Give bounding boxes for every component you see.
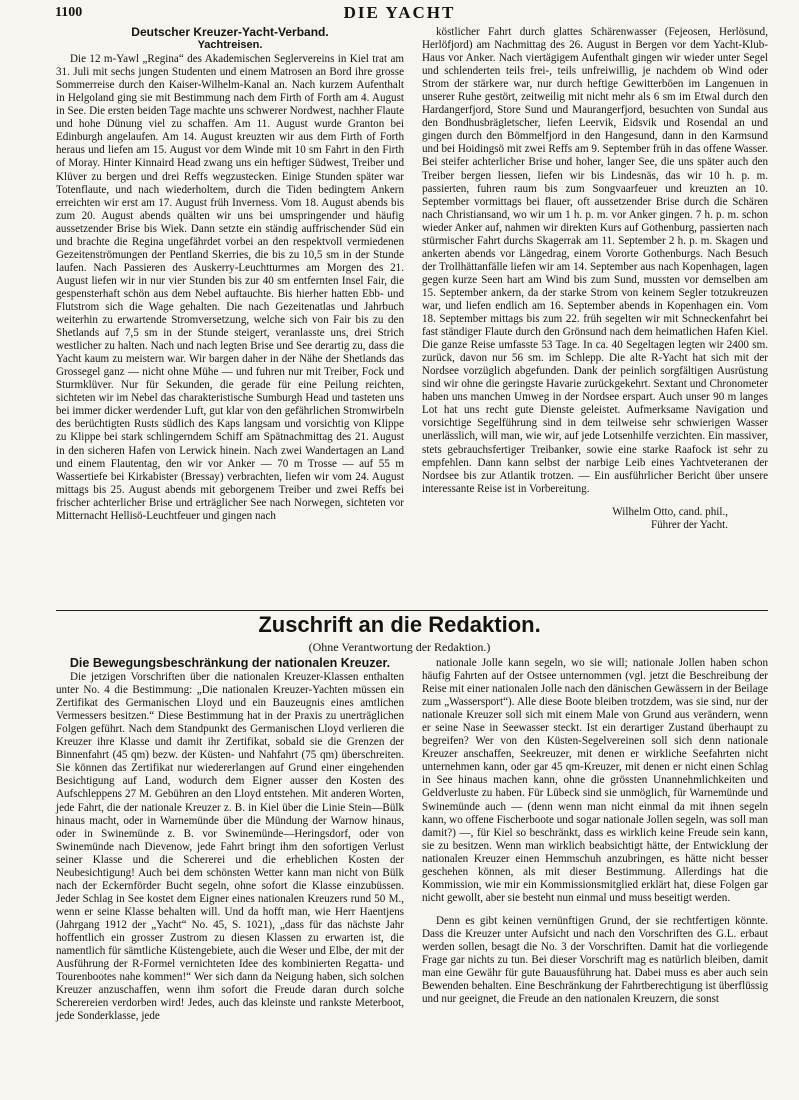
column-4 [422, 657, 768, 1006]
column-2 [422, 26, 768, 532]
letters-title: Zuschrift an die Redaktion. [258, 612, 541, 637]
magazine-title: DIE YACHT [343, 3, 456, 22]
article-title: Die Bewegungsbeschränkung der nationalen Kreuzer. [69, 656, 391, 670]
section-title: Deutscher Kreuzer-Yacht-Verband. [131, 25, 329, 39]
signature-name: Wilhelm Otto, cand. phil., [612, 505, 728, 518]
paragraph: Denn es gibt keinen vernünftigen Grund, der sie rechtfertigen könnte. Dass die Kreuzer unter Aufsicht und nach den Vorschriften des G.L. erbaut werden sollen, besagt die No. 3 der Vorschriften. Damit hat die vorliegende Frage gar nichts zu tun. Bei dieser Vorschrift mag es natürlich bleiben, damit man eine Gewähr für gute Bauausführung hat. Dabei muss es aber auch sein Bewenden behalten. Eine Beschränkung der Fahrtberechtigung ist überflüssig und nur geeignet, die Freude an den nationalen Kreuzern, die sonst [422, 914, 768, 1006]
paragraph: Die jetzigen Vorschriften über die nationalen Kreuzer-Klassen enthalten unter No. 4 die Bestimmung: „Die nationalen Kreuzer-Yachten müssen ein Zertifikat des Germanischen Lloyd und ein Bauzeugnis eines amtlichen Vermessers besitzen.“ Diese Bestimmung hat in der Praxis zu unerträglichen Folgen geführt. Nach dem Standpunkt des Germanischen Lloyd verlieren die Kreuzer ihre Klasse und damit ihr Zertifikat, sobald sie die Grenzen der Binnenfahrt (45 qm) bezw. der Küsten- und Nahfahrt (75 qm) überschreiten. Sie können das Zertifikat nur wiedererlangen auf Grund einer eingehenden Besichtigung auf Land, wodurch dem Eigner ausser den Kosten des Aufschleppens 27 M. Gebühren an den Lloyd entstehen. Mit anderen Worten, jede Fahrt, die der nationale Kreuzer z. B. in Kiel über die Linie Stein—Bülk hinaus macht, oder in Warnemünde über die Mündung der Warnow hinaus, oder in Swinemünde z. B. vor Swinemünde—Heringsdorf, oder von Swinemünde nach Dievenow, jede Fahrt bringt ihm den sofortigen Verlust seiner Klasse und die Schererei und die erheblichen Kosten der Neubesichtigung! Auch bei dem schönsten Wetter kann man nicht von Bülk nach der Eckernförder Bucht segeln, ohne sofort die Klasse einzubüssen. Jeder Schlag in See kostet dem Eigner eines nationalen Kreuzers rund 50 M., wenn er seine Klasse behalten will. Und da hofft man, wie Herr Haentjens (Jahrgang 1912 der „Yacht“ No. 45, S. 1021), „dass für das nächste Jahr hoffentlich ein grosser Zustrom zu diesen Klassen zu erwarten ist, die namentlich für sämtliche Küstengebiete, auch die Weser und Elbe, der mit der Ausführung der R-Formel vernichteten Idee des kombinierten Regatta- und Tourenbootes nahe kommen!“ Wer sich dann da Neigung haben, sich solchen Kreuzer anzuschaffen, wenn ihm sofort die Freude daran durch solche Scherereien verdorben wird! Jedes, auch das kleinste und rankste Meterboot, jede Sonderklasse, jede [56, 671, 404, 1023]
column-3 [56, 657, 404, 1023]
paragraph: nationale Jolle kann segeln, wo sie will; nationale Jollen haben schon häufig Fahrten auf der Ostsee unternommen (vgl. jetzt die Beschreibung der Reise mit einer nationalen Jolle nach den dänischen Gewässern in der Beilage zum „Wassersport“). Alle diese Boote bleiben trotzdem, was sie sind, nur der nationale Kreuzer soll sich mit einem Male von Grund aus verändern, wenn er seine Nase in Seewasser steckt. Ist ein derartiger Zustand überhaupt zu begreifen? Wer von den Küsten-Segelvereinen soll sich denn nationale Kreuzer anschaffen, Seekreuzer, mit denen er wirkliche Seefahrten nicht unternehmen kann, oder gar 45 qm-Kreuzer, mit denen er nicht einen Schlag in See hinaus machen kann, ohne die grössten Unannehmlichkeiten und Geldverluste zu haben. Für Lübeck sind sie unmöglich, für Warnemünde und Swinemünde auch — (denn wenn man nicht einmal da mit ihnen segeln kann, wo offene Fischerboote und sogar nationale Jollen segeln, was soll man damit?) —, für Kiel so beschränkt, dass es wirklich keine Freude sein kann, sie zu besitzen. Wenn man wirklich beabsichtigt hätte, der Entwicklung der nationalen Kreuzer einen Hemmschuh anzubringen, es hätte nicht besser geschehen können, als mit dieser Bestimmung. Allerdings hat die Kommission, wie mir ein Kommissionsmitglied erklärt hat, diese Folgen gar nicht gewollt, aber sie besteht nun einmal und muss beseitigt werden. [422, 657, 768, 904]
section-subtitle: Yachtreisen. [197, 39, 263, 52]
section-divider [56, 610, 768, 611]
page-header [0, 0, 799, 26]
paragraph: Die 12 m-Yawl „Regina“ des Akademischen Seglervereins in Kiel trat am 31. Juli mit sechs jungen Studenten und einem Matrosen an Bord ihre grosse Sommerreise durch den Kaiser-Wilhelm-Kanal an. Nach kurzem Aufenthalt in Helgoland ging sie mit Bestimmung nach dem Firth of Forth am 4. August in See. Die ersten beiden Tage machte uns schwerer Nordwest, nachher Flaute und hohe Dünung viel zu schaffen. Am 11. August wurde Granton bei Edinburgh angelaufen. Am 14. August kreuzten wir aus dem Firth of Forth heraus und liefen am 15. August vor dem Winde mit 10 sm Fahrt in den Firth of Moray. Hinter Kinnaird Head zwang uns ein heftiger Südwest, Treiber und Klüver zu bergen und drei Reffs wegzustecken. Einige Stunden später war Totenflaute, und nach wiederholtem, durch die Tiden bedingtem Ankern erreichten wir erst am 17. August früh Inverness. Vom 18. August abends bis zum 20. August abends quälten wir uns bei umspringender und häufig aussetzender Brise bis Wiek. Dann setzte ein ständig auffrischender Süd ein und brachte die Regina ungefährdet vorbei an den respektvoll vermiedenen Gezeitenströmungen der Pentland Skerries, die bis zu 10,5 sm in der Stunde laufen. Nach Passieren des Auskerry-Leuchtturmes am Morgen des 21. August liefen wir in nur vier Stunden bis zur 40 sm entfernten Insel Fair, die gespensterhaft schön aus dem Nebel auftauchte. Bis hierher hatten Ebb- und Flutstrom sich die Wage gehalten. Die nach Gezeitenatlas und Jahrbuch weiterhin zu erwartende Stromversetzung, welche sich von Fair bis zu den Shetlands auf 7,5 sm in der Stunde steigert, veranlasste uns, drei Strich westlicher zu halten. Nach und nach legten Brise und See derartig zu, dass die Yacht kaum zu meistern war. Wir bargen daher in der Nähe der Shetlands das Grossegel ganz — nicht ohne Mühe — und fuhren nur mit Treiber, Fock und Sturmklüver. Nur für Sekunden, die gerade für eine Peilung reichten, sichteten wir im Nebel das charakteristische Sumburgh Head und tasteten uns bei immer dicker werdender Luft, gut klar von den gefährlichen Stromwirbeln des berüchtigten Rusts südlich des Kaps langsam und vorsichtig von Klippe zu Klippe bei stark schlingerndem Schiff am Spätnachmittag des 21. August in den sicheren Hafen von Lerwick hinein. Nach zwei Wandertagen an Land und einem Flautentag, den wir vor Anker — 70 m Trosse — auf 55 m Wassertiefe bei Kirkabister (Bressay) verbrachten, liefen wir vom 24. August mittags bis 25. August abends mit geborgenem Treiber und zwei Reffs bei frischer achterlicher Brise und erträglicher See nach Norwegen, sichteten vor Mitternacht Hellisö-Leuchtfeuer und gingen nach [56, 53, 404, 522]
paragraph: köstlicher Fahrt durch glattes Schärenwasser (Fejeosen, Herlösund, Herlöfjord) am Nachmittag des 26. August in Bergen vor dem Yacht-Klub-Haus vor Anker. Nach viertägigem Aufenthalt gingen wir wieder unter Segel und schlenderten teils frei-, teils unfreiwillig, je nachdem ob Wind oder Strom der stärkere war, nur durch heftige Gewitterböen im Langenuen in unserer Ruhe gestört, zeitweilig mit nicht mehr als 6 sm im Etwal durch den Hardangerfjord, Store Sund und Maurangerfjord, besuchten von Sundal aus den Bondhusbrägletscher, liefen Leervik, Eidsvik und Rosendal an und gingen durch den Bömmelfjord in den Hangesund, dann in den Karmsund und bei Hoidingsö mit zwei Reffs am 9. September früh in das offene Wasser. Bei steifer achterlicher Brise und hoher, langer See, die uns später auch den Treiber bergen liessen, liefen wir bis Lindesnäs, das wir 10 h. p. m. passierten, fuhren raum bis zum Songvaarfeuer und kreuzten an 10. September vormittags bei flauer, oft aussetzender Brise durch die Schären nach Christiansand, wo wir um 1 h. p. m. vor Anker gingen. 7 h. p. m. schon wieder Anker auf, nahmen wir direkten Kurs auf Gothenburg, passierten nach stürmischer Fahrt durchs Skagerrak am 11. September 2 h. p. m. Skagen und ankerten abends vor Längedrag, einem Vororte Gothenburgs. Nach Besuch der Trollhättanfälle liefen wir am 14. September aus nach Kopenhagen, lagen gegen kurze Seen hart am Wind bis zum Sund, mussten vor demselben am 15. September ankern, da der starke Strom von keinem Segler totzukreuzen war, und liefen endlich am 16. September abends in Kopenhagen ein. Vom 18. September mittags bis zum 22. früh segelten wir mit Schneckenfahrt bei fast ständiger Flaute durch den Grönsund nach dem heimatlichen Hafen Kiel. Die ganze Reise umfasste 53 Tage. In ca. 40 Segeltagen legten wir 2400 sm. zurück, davon nur 56 sm. im Schlepp. Die alte R-Yacht hat sich mit der Nordsee vorzüglich abgefunden. Dank der peinlich sorgfältigen Ausrüstung sind wir ohne die geringste Havarie zurückgekehrt. Sextant und Chronometer haben uns manchen Umweg in der Nordsee erspart. Auch unser 90 m langes Lot hat uns recht gute Dienste geleistet. Aufmerksame Navigation und vorsichtige Segelführung sind in dem teilweise sehr schwierigen Wasser unerlässlich, will man, wie wir, auf jede Lotsenhilfe verzichten. Ein massiver, stets gebrauchsfertiger Treibanker, sowie eine starke Raafock ist sehr zu empfehlen. Dann kann selbst der narbige Leib eines Yachtveteranen der Nordsee bis zur Atlantik trotzen. — Ein ausführlicher Bericht über unsere interessante Reise ist in Vorbereitung. [422, 26, 768, 495]
letters-subtitle: (Ohne Verantwortung der Redaktion.) [308, 640, 491, 654]
signature-role: Führer der Yacht. [650, 518, 728, 531]
column-1 [56, 26, 404, 523]
page-number: 1100 [55, 5, 83, 20]
